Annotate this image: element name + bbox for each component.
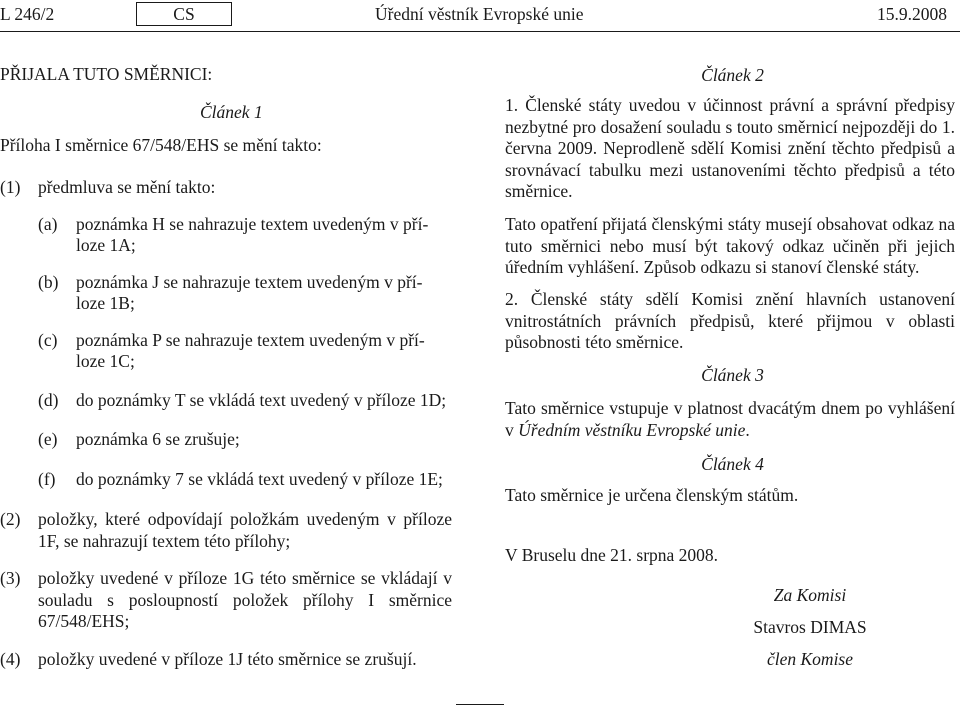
item-label: (1) — [0, 177, 21, 197]
item-text: položky uvedené v příloze 1G této směrnice se vkládají v souladu s posloupností položek přílohy I směrnice 67/548/EHS; — [38, 568, 452, 631]
page-reference: L 246/2 — [0, 4, 55, 24]
for-commission: Za Komisi — [773, 585, 847, 605]
article-2-paragraph-1: 1. Členské státy uvedou v účinnost právní a správní předpisy nezbytné pro dosažení souladu s touto směrnicí nejpozději do 1. června 2009. Neprodleně sdělí Komisi znění těchto předpisů a srovnávací tabulku mezi ustanoveními těchto předpisů a této směrnice. — [505, 95, 955, 201]
subitem-label: (d) — [38, 390, 59, 410]
subitem-line: poznámka J se nahrazuje textem uvedeným v pří- — [76, 272, 423, 292]
subitem-label: (c) — [38, 330, 58, 350]
item-text: položky uvedené v příloze 1J této směrnice se zrušují. — [38, 649, 417, 669]
language-code-box: CS — [136, 2, 232, 26]
subitem-line: do poznámky T se vkládá text uvedený v příloze 1D; — [76, 390, 447, 410]
article-3-title: Článek 3 — [701, 365, 764, 385]
item-label: (2) — [0, 509, 21, 529]
subitem-line: poznámka H se nahrazuje textem uvedeným v pří- — [76, 214, 429, 234]
article-1-title: Článek 1 — [200, 102, 263, 122]
subitem-label: (a) — [38, 214, 58, 234]
place-and-date: V Bruselu dne 21. srpna 2008. — [505, 545, 719, 565]
signatory-role: člen Komise — [766, 649, 854, 669]
item-label: (3) — [0, 568, 21, 588]
item-text: položky, které odpovídají položkám uvedeným v příloze 1F, se nahrazují textem této přílohy; — [38, 509, 452, 551]
article-3-text: Tato směrnice vstupuje v platnost dvacátým dnem po vyhlášení v Úředním věstníku Evropské unie. — [505, 398, 955, 440]
subitem-label: (b) — [38, 272, 59, 292]
header-rule — [0, 31, 960, 32]
subitem-line: loze 1B; — [76, 293, 135, 313]
article-2-paragraph-3: 2. Členské státy sdělí Komisi znění hlavních ustanovení vnitrostátních právních předpisů, které přijmou v oblasti působnosti této směrnice. — [505, 289, 955, 352]
article-2-title: Článek 2 — [701, 65, 764, 85]
journal-name: Úředním věstníku Evropské unie — [518, 419, 746, 440]
footer-rule — [456, 704, 504, 705]
subitem-line: loze 1A; — [76, 235, 136, 255]
item-text: předmluva se mění takto: — [38, 177, 216, 197]
article-4-title: Článek 4 — [701, 454, 764, 474]
subitem-line: poznámka 6 se zrušuje; — [76, 429, 240, 449]
subitem-label: (f) — [38, 469, 56, 489]
subitem-label: (e) — [38, 429, 58, 449]
intro-text: PŘIJALA TUTO SMĚRNICI: — [0, 64, 213, 84]
subitem-line: do poznámky 7 se vkládá text uvedený v příloze 1E; — [76, 469, 443, 489]
item-label: (4) — [0, 649, 21, 669]
publication-date: 15.9.2008 — [877, 4, 947, 24]
subitem-line: loze 1C; — [76, 351, 135, 371]
subitem-line: poznámka P se nahrazuje textem uvedeným v pří- — [76, 330, 425, 350]
article-4-text: Tato směrnice je určena členským státům. — [505, 485, 799, 505]
article-2-paragraph-2: Tato opatření přijatá členskými státy musejí obsahovat odkaz na tuto směrnici nebo musí být takový odkaz učiněn při jejich úředním vyhlášení. Způsob odkazu si stanoví členské státy. — [505, 214, 955, 277]
article-1-lead: Příloha I směrnice 67/548/EHS se mění takto: — [0, 135, 322, 155]
signatory-name: Stavros DIMAS — [753, 617, 867, 637]
journal-title: Úřední věstník Evropské unie — [375, 4, 584, 24]
